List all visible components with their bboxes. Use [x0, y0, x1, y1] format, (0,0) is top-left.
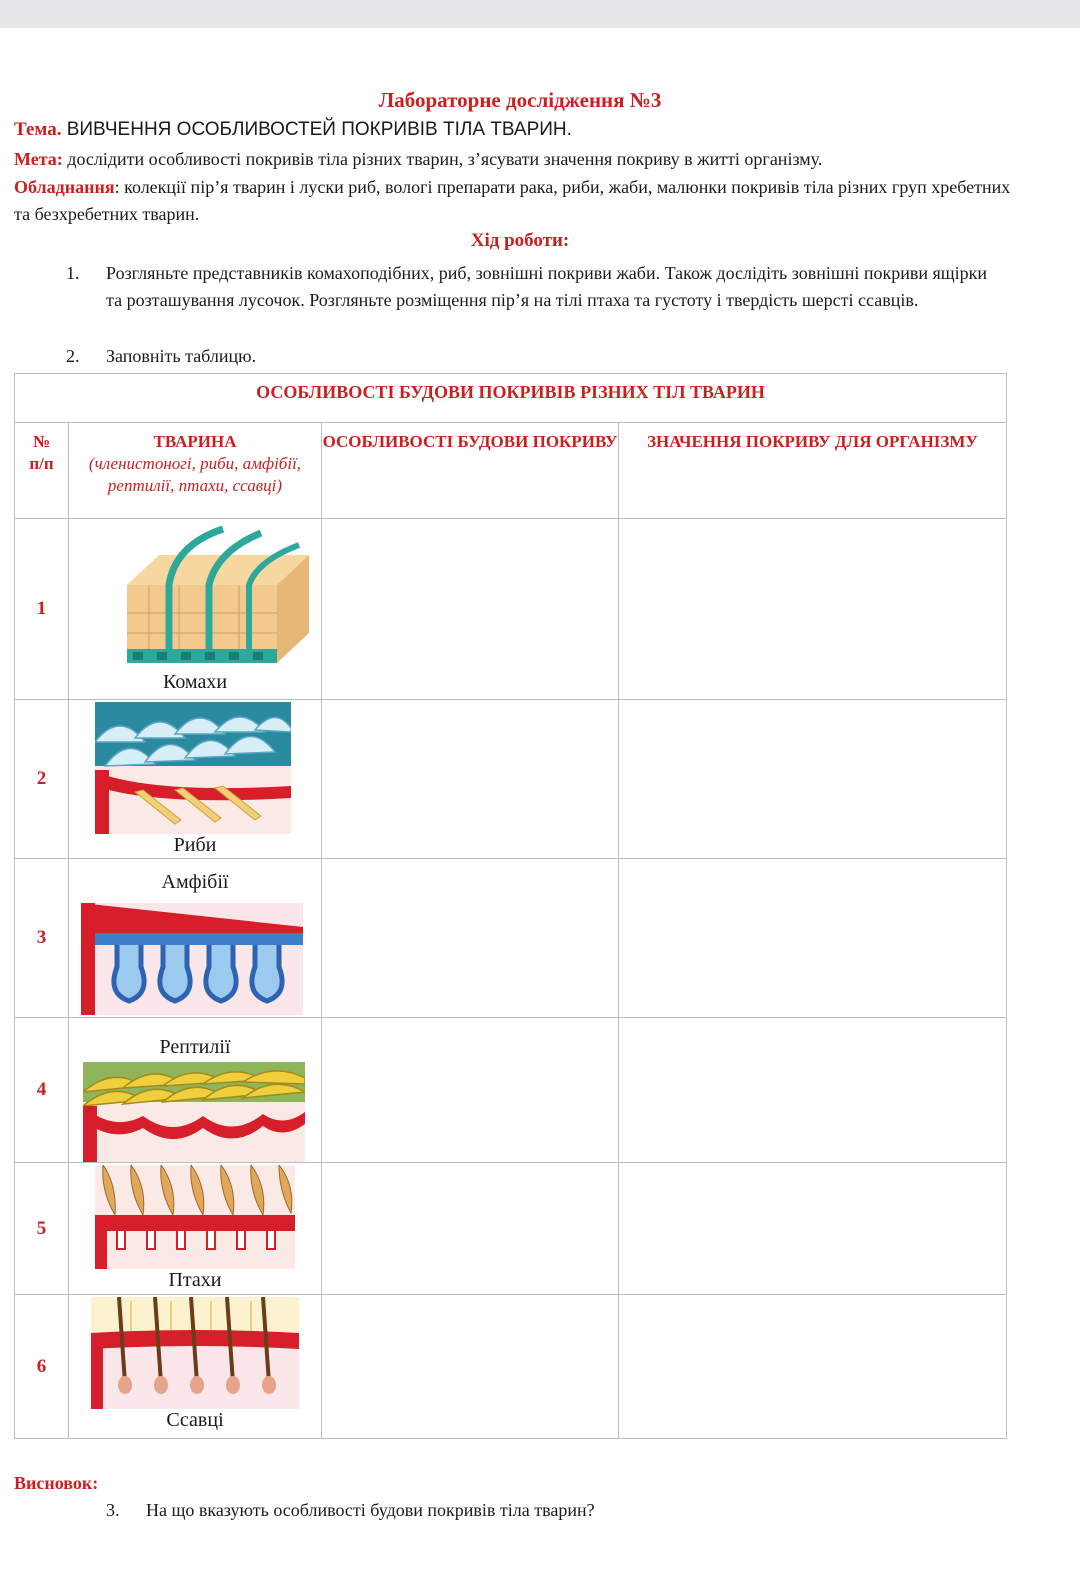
row-4-number: 4 — [15, 1018, 69, 1163]
progress-heading: Хід роботи: — [470, 230, 570, 251]
row-5-meaning-cell[interactable] — [619, 1163, 1007, 1295]
equipment-text: : колекції пір’я тварин і луски риб, вологі препарати рака, риби, жаби, малюнки покривів тіла різних груп хребетних та безхребетних тварин. — [14, 177, 1011, 224]
amphibian-skin-illustration — [81, 903, 303, 1015]
row-5-animal-name: Птахи — [168, 1269, 222, 1291]
row-5-animal — [69, 1163, 322, 1295]
goal-text: дослідити особливості покривів тіла різних тварин, з’ясувати значення покриву в житті організму. — [62, 149, 823, 169]
step-1-text: Розгляньте представників комахоподібних, риб, зовнішні покриви жаби. Також дослідіть зовнішні покриви ящірки та розташування лусочок. Розгляньте розміщення пір’я на тілі птаха та густоту і твердість шерсті ссавців. — [106, 263, 988, 310]
theme-label: Тема. — [14, 119, 62, 140]
header-number: № п/п — [15, 423, 69, 519]
row-6-animal — [69, 1295, 322, 1439]
header-animal-sub: (членистоногі, риби, амфібії, рептилії, птахи, ссавці) — [88, 454, 302, 495]
covers-table — [14, 373, 1007, 1439]
table-caption: ОСОБЛИВОСТІ БУДОВИ ПОКРИВІВ РІЗНИХ ТІЛ ТВАРИН — [15, 374, 1007, 423]
row-6-structure-cell[interactable] — [322, 1295, 619, 1439]
step-3-number: 3. — [106, 1500, 120, 1520]
row-6-meaning-cell[interactable] — [619, 1295, 1007, 1439]
insect-cuticle-illustration — [119, 523, 309, 673]
mammal-hair-illustration — [91, 1297, 299, 1409]
row-1-animal-name: Комахи — [162, 671, 228, 693]
step-3 — [106, 1500, 595, 1521]
step-2-text: Заповніть таблицю. — [106, 346, 257, 366]
row-5-number: 5 — [15, 1163, 69, 1295]
equipment-label: Обладнання — [14, 177, 115, 197]
step-2-number: 2. — [66, 346, 80, 366]
equipment-line — [14, 174, 1014, 228]
header-animal: ТВАРИНА (членистоногі, риби, амфібії, рептилії, птахи, ссавці) — [69, 423, 322, 519]
conclusion-label: Висновок: — [14, 1473, 99, 1493]
row-1-number: 1 — [15, 519, 69, 700]
step-3-text: На що вказують особливості будови покривів тіла тварин? — [146, 1500, 595, 1520]
header-structure: ОСОБЛИВОСТІ БУДОВИ ПОКРИВУ — [322, 423, 619, 519]
bird-feathers-illustration — [95, 1165, 295, 1269]
top-bar — [0, 0, 1080, 28]
row-2-meaning-cell[interactable] — [619, 700, 1007, 859]
row-4-animal-name: Рептилії — [159, 1036, 231, 1058]
goal-line — [14, 146, 1014, 173]
row-4-structure-cell[interactable] — [322, 1018, 619, 1163]
row-2-structure-cell[interactable] — [322, 700, 619, 859]
row-1-animal — [69, 519, 322, 700]
fish-scales-illustration — [95, 702, 291, 834]
row-2-animal-name: Риби — [173, 834, 217, 856]
goal-label: Мета: — [14, 149, 63, 169]
row-3-animal-name: Амфібії — [161, 871, 229, 893]
row-4-animal — [69, 1018, 322, 1163]
theme-text: ВИВЧЕННЯ ОСОБЛИВОСТЕЙ ПОКРИВІВ ТІЛА ТВАРИН. — [61, 119, 572, 140]
row-3-structure-cell[interactable] — [322, 859, 619, 1018]
row-2-number: 2 — [15, 700, 69, 859]
row-1-structure-cell[interactable] — [322, 519, 619, 700]
row-6-animal-name: Ссавці — [166, 1409, 224, 1431]
reptile-scales-illustration — [83, 1062, 305, 1162]
theme-line — [14, 116, 1014, 143]
row-2-animal — [69, 700, 322, 859]
step-1-number: 1. — [66, 263, 80, 283]
header-meaning: ЗНАЧЕННЯ ПОКРИВУ ДЛЯ ОРГАНІЗМУ — [619, 423, 1007, 519]
row-3-meaning-cell[interactable] — [619, 859, 1007, 1018]
row-3-animal — [69, 859, 322, 1018]
row-4-meaning-cell[interactable] — [619, 1018, 1007, 1163]
row-5-structure-cell[interactable] — [322, 1163, 619, 1295]
page-title: Лабораторне дослідження №3 — [378, 88, 662, 112]
row-3-number: 3 — [15, 859, 69, 1018]
row-1-meaning-cell[interactable] — [619, 519, 1007, 700]
row-6-number: 6 — [15, 1295, 69, 1439]
